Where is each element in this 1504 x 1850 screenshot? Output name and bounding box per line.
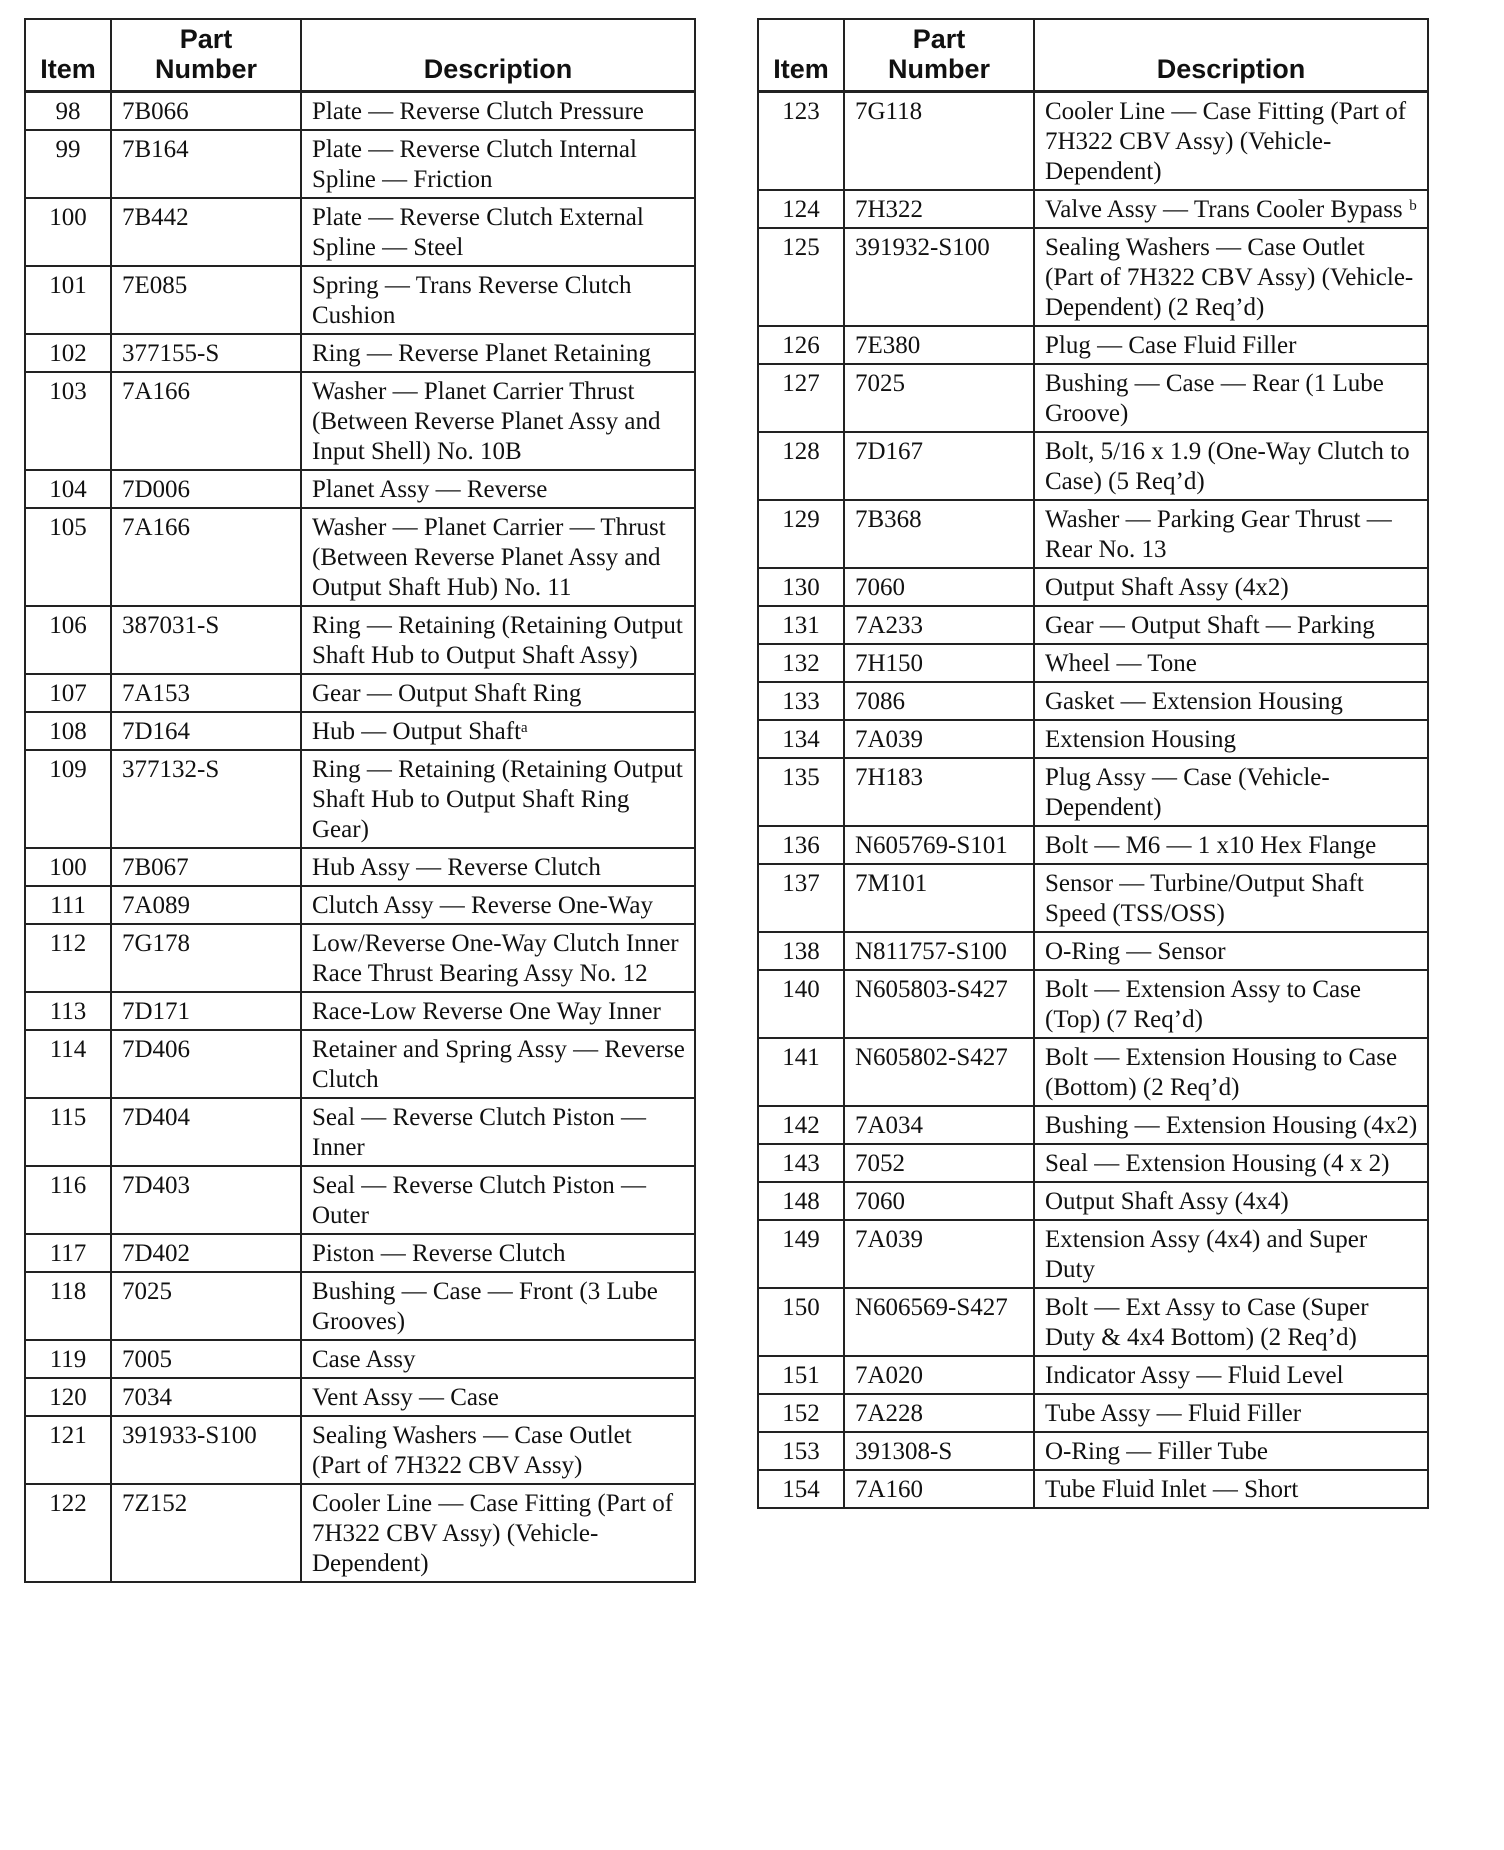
table-row (25, 992, 695, 1030)
description: Output Shaft Assy (4x4) (1034, 1182, 1428, 1220)
description: Gear — Output Shaft — Parking (1034, 606, 1428, 644)
item-number: 128 (758, 432, 844, 500)
item-number: 100 (25, 198, 111, 266)
description: Extension Housing (1034, 720, 1428, 758)
item-number: 98 (25, 92, 111, 131)
table-row (25, 130, 695, 198)
item-number: 103 (25, 372, 111, 470)
part-number: 391932-S100 (844, 228, 1034, 326)
description: Washer — Planet Carrier Thrust (Between Reverse Planet Assy and Input Shell) No. 10B (301, 372, 695, 470)
part-number: 7M101 (844, 864, 1034, 932)
table-row (25, 606, 695, 674)
parts-table-left (24, 18, 696, 1583)
table-row (25, 674, 695, 712)
item-number: 148 (758, 1182, 844, 1220)
item-number: 119 (25, 1340, 111, 1378)
item-number: 132 (758, 644, 844, 682)
table-row (25, 508, 695, 606)
item-number: 134 (758, 720, 844, 758)
description: Plug — Case Fluid Filler (1034, 326, 1428, 364)
table-row (25, 886, 695, 924)
part-number: 7034 (111, 1378, 301, 1416)
description: Bushing — Extension Housing (4x2) (1034, 1106, 1428, 1144)
table-row (25, 470, 695, 508)
table-row (758, 1470, 1428, 1508)
table-row (25, 1234, 695, 1272)
part-number: 7B368 (844, 500, 1034, 568)
table-row (758, 1182, 1428, 1220)
description: Bolt — Ext Assy to Case (Super Duty & 4x4 Bottom) (2 Req’d) (1034, 1288, 1428, 1356)
table-row (758, 644, 1428, 682)
description: Planet Assy — Reverse (301, 470, 695, 508)
item-number: 154 (758, 1470, 844, 1508)
item-number: 141 (758, 1038, 844, 1106)
table-row (758, 1394, 1428, 1432)
table-row (758, 1106, 1428, 1144)
item-number: 125 (758, 228, 844, 326)
table-row (758, 190, 1428, 228)
item-number: 152 (758, 1394, 844, 1432)
item-number: 99 (25, 130, 111, 198)
part-number: 7060 (844, 1182, 1034, 1220)
item-number: 122 (25, 1484, 111, 1582)
description: Output Shaft Assy (4x2) (1034, 568, 1428, 606)
item-number: 104 (25, 470, 111, 508)
item-number: 108 (25, 712, 111, 750)
description: Seal — Reverse Clutch Piston — Inner (301, 1098, 695, 1166)
part-number: 7D406 (111, 1030, 301, 1098)
description: Ring — Retaining (Retaining Output Shaft Hub to Output Shaft Ring Gear) (301, 750, 695, 848)
item-number: 137 (758, 864, 844, 932)
item-number: 115 (25, 1098, 111, 1166)
part-number: 7A034 (844, 1106, 1034, 1144)
item-number: 102 (25, 334, 111, 372)
header-description: Description (1034, 19, 1428, 92)
description: O-Ring — Filler Tube (1034, 1432, 1428, 1470)
part-number: 7G178 (111, 924, 301, 992)
description: Low/Reverse One-Way Clutch Inner Race Thrust Bearing Assy No. 12 (301, 924, 695, 992)
part-number: 7A233 (844, 606, 1034, 644)
table-row (25, 1416, 695, 1484)
description: Hub Assy — Reverse Clutch (301, 848, 695, 886)
description: O-Ring — Sensor (1034, 932, 1428, 970)
description: Retainer and Spring Assy — Reverse Clutch (301, 1030, 695, 1098)
item-number: 118 (25, 1272, 111, 1340)
part-number: 7B067 (111, 848, 301, 886)
table-row (25, 1166, 695, 1234)
part-number: 7025 (844, 364, 1034, 432)
description: Gear — Output Shaft Ring (301, 674, 695, 712)
description: Clutch Assy — Reverse One-Way (301, 886, 695, 924)
part-number: 7D402 (111, 1234, 301, 1272)
item-number: 121 (25, 1416, 111, 1484)
item-number: 153 (758, 1432, 844, 1470)
table-row (758, 568, 1428, 606)
part-number: 7A160 (844, 1470, 1034, 1508)
item-number: 117 (25, 1234, 111, 1272)
part-number: 7D006 (111, 470, 301, 508)
description: Race-Low Reverse One Way Inner (301, 992, 695, 1030)
table-row (758, 758, 1428, 826)
item-number: 151 (758, 1356, 844, 1394)
part-number: 7086 (844, 682, 1034, 720)
part-number: 7D404 (111, 1098, 301, 1166)
part-number: 7H183 (844, 758, 1034, 826)
table-row (758, 228, 1428, 326)
part-number: 7A153 (111, 674, 301, 712)
table-row (758, 864, 1428, 932)
part-number: 7052 (844, 1144, 1034, 1182)
item-number: 114 (25, 1030, 111, 1098)
table-row (25, 1378, 695, 1416)
table-row (25, 1098, 695, 1166)
item-number: 101 (25, 266, 111, 334)
part-number: 7D171 (111, 992, 301, 1030)
part-number: 377155-S (111, 334, 301, 372)
table-row (25, 92, 695, 131)
description: Ring — Reverse Planet Retaining (301, 334, 695, 372)
part-number: N606569-S427 (844, 1288, 1034, 1356)
part-number: 7A228 (844, 1394, 1034, 1432)
header-part-line2: Number (154, 54, 257, 84)
part-number: 7D167 (844, 432, 1034, 500)
table-row (25, 1030, 695, 1098)
part-number: 7Z152 (111, 1484, 301, 1582)
description: Valve Assy — Trans Cooler Bypass ᵇ (1034, 190, 1428, 228)
part-number: 391933-S100 (111, 1416, 301, 1484)
part-number: 7A166 (111, 508, 301, 606)
table-row (758, 1038, 1428, 1106)
description: Cooler Line — Case Fitting (Part of 7H322 CBV Assy) (Vehicle-Dependent) (301, 1484, 695, 1582)
table-row (758, 606, 1428, 644)
header-item: Item (758, 19, 844, 92)
table-row (758, 720, 1428, 758)
item-number: 138 (758, 932, 844, 970)
item-number: 107 (25, 674, 111, 712)
part-number: 7D403 (111, 1166, 301, 1234)
table-row (25, 712, 695, 750)
part-number: 7A166 (111, 372, 301, 470)
item-number: 123 (758, 92, 844, 191)
description: Sensor — Turbine/Output Shaft Speed (TSS/OSS) (1034, 864, 1428, 932)
description: Wheel — Tone (1034, 644, 1428, 682)
item-number: 130 (758, 568, 844, 606)
item-number: 149 (758, 1220, 844, 1288)
table-row (25, 334, 695, 372)
part-number: 7E085 (111, 266, 301, 334)
part-number: 7G118 (844, 92, 1034, 191)
table-row (758, 826, 1428, 864)
part-number: 7025 (111, 1272, 301, 1340)
item-number: 131 (758, 606, 844, 644)
description: Washer — Parking Gear Thrust — Rear No. 13 (1034, 500, 1428, 568)
table-row (758, 92, 1428, 191)
table-row (25, 1484, 695, 1582)
item-number: 109 (25, 750, 111, 848)
item-number: 100 (25, 848, 111, 886)
description: Hub — Output Shaftᵃ (301, 712, 695, 750)
part-number: 7A089 (111, 886, 301, 924)
part-number: 7A020 (844, 1356, 1034, 1394)
part-number: N605802-S427 (844, 1038, 1034, 1106)
description: Ring — Retaining (Retaining Output Shaft Hub to Output Shaft Assy) (301, 606, 695, 674)
table-row (758, 432, 1428, 500)
table-row (758, 1356, 1428, 1394)
item-number: 127 (758, 364, 844, 432)
description: Seal — Extension Housing (4 x 2) (1034, 1144, 1428, 1182)
item-number: 126 (758, 326, 844, 364)
header-part-line1: Part (912, 24, 966, 54)
description: Bushing — Case — Rear (1 Lube Groove) (1034, 364, 1428, 432)
table-row (25, 1340, 695, 1378)
description: Case Assy (301, 1340, 695, 1378)
description: Plate — Reverse Clutch Pressure (301, 92, 695, 131)
description: Cooler Line — Case Fitting (Part of 7H322 CBV Assy) (Vehicle-Dependent) (1034, 92, 1428, 191)
description: Plug Assy — Case (Vehicle-Dependent) (1034, 758, 1428, 826)
description: Bushing — Case — Front (3 Lube Grooves) (301, 1272, 695, 1340)
table-row (25, 372, 695, 470)
table-row (758, 932, 1428, 970)
part-number: 7A039 (844, 1220, 1034, 1288)
table-row (758, 1432, 1428, 1470)
part-number: 7A039 (844, 720, 1034, 758)
part-number: 7H322 (844, 190, 1034, 228)
item-number: 142 (758, 1106, 844, 1144)
part-number: 7005 (111, 1340, 301, 1378)
table-row (25, 924, 695, 992)
part-number: N811757-S100 (844, 932, 1034, 970)
table-row (758, 970, 1428, 1038)
part-number: 377132-S (111, 750, 301, 848)
item-number: 136 (758, 826, 844, 864)
item-number: 143 (758, 1144, 844, 1182)
part-number: N605769-S101 (844, 826, 1034, 864)
description: Plate — Reverse Clutch External Spline — Steel (301, 198, 695, 266)
description: Tube Assy — Fluid Filler (1034, 1394, 1428, 1432)
description: Spring — Trans Reverse Clutch Cushion (301, 266, 695, 334)
table-row (25, 1272, 695, 1340)
table-row (758, 364, 1428, 432)
part-number: 7E380 (844, 326, 1034, 364)
description: Bolt — M6 — 1 x10 Hex Flange (1034, 826, 1428, 864)
part-number: 7B066 (111, 92, 301, 131)
description: Sealing Washers — Case Outlet (Part of 7H322 CBV Assy) (Vehicle-Dependent) (2 Req’d) (1034, 228, 1428, 326)
item-number: 106 (25, 606, 111, 674)
description: Piston — Reverse Clutch (301, 1234, 695, 1272)
table-row (758, 682, 1428, 720)
header-part-number (844, 19, 1034, 92)
table-row (758, 1144, 1428, 1182)
item-number: 124 (758, 190, 844, 228)
part-number: 391308-S (844, 1432, 1034, 1470)
description: Washer — Planet Carrier — Thrust (Between Reverse Planet Assy and Output Shaft Hub) No. 11 (301, 508, 695, 606)
description: Bolt — Extension Assy to Case (Top) (7 Req’d) (1034, 970, 1428, 1038)
table-row (758, 326, 1428, 364)
parts-table-right (757, 18, 1429, 1509)
item-number: 133 (758, 682, 844, 720)
description: Gasket — Extension Housing (1034, 682, 1428, 720)
header-description: Description (301, 19, 695, 92)
description: Vent Assy — Case (301, 1378, 695, 1416)
description: Seal — Reverse Clutch Piston — Outer (301, 1166, 695, 1234)
header-row (758, 19, 1428, 92)
header-row (25, 19, 695, 92)
part-number: N605803-S427 (844, 970, 1034, 1038)
part-number: 7H150 (844, 644, 1034, 682)
header-part-number (111, 19, 301, 92)
item-number: 105 (25, 508, 111, 606)
part-number: 387031-S (111, 606, 301, 674)
part-number: 7B164 (111, 130, 301, 198)
part-number: 7B442 (111, 198, 301, 266)
header-item: Item (25, 19, 111, 92)
description: Tube Fluid Inlet — Short (1034, 1470, 1428, 1508)
header-part-line1: Part (179, 24, 233, 54)
item-number: 112 (25, 924, 111, 992)
item-number: 150 (758, 1288, 844, 1356)
table-row (25, 198, 695, 266)
table-row (25, 848, 695, 886)
item-number: 111 (25, 886, 111, 924)
item-number: 113 (25, 992, 111, 1030)
table-row (25, 750, 695, 848)
description: Extension Assy (4x4) and Super Duty (1034, 1220, 1428, 1288)
description: Bolt — Extension Housing to Case (Bottom) (2 Req’d) (1034, 1038, 1428, 1106)
table-row (758, 1288, 1428, 1356)
description: Plate — Reverse Clutch Internal Spline — Friction (301, 130, 695, 198)
item-number: 129 (758, 500, 844, 568)
description: Indicator Assy — Fluid Level (1034, 1356, 1428, 1394)
item-number: 135 (758, 758, 844, 826)
item-number: 120 (25, 1378, 111, 1416)
item-number: 116 (25, 1166, 111, 1234)
header-part-line2: Number (887, 54, 990, 84)
table-row (758, 1220, 1428, 1288)
table-row (25, 266, 695, 334)
table-row (758, 500, 1428, 568)
description: Bolt, 5/16 x 1.9 (One-Way Clutch to Case) (5 Req’d) (1034, 432, 1428, 500)
part-number: 7D164 (111, 712, 301, 750)
item-number: 140 (758, 970, 844, 1038)
description: Sealing Washers — Case Outlet (Part of 7H322 CBV Assy) (301, 1416, 695, 1484)
part-number: 7060 (844, 568, 1034, 606)
